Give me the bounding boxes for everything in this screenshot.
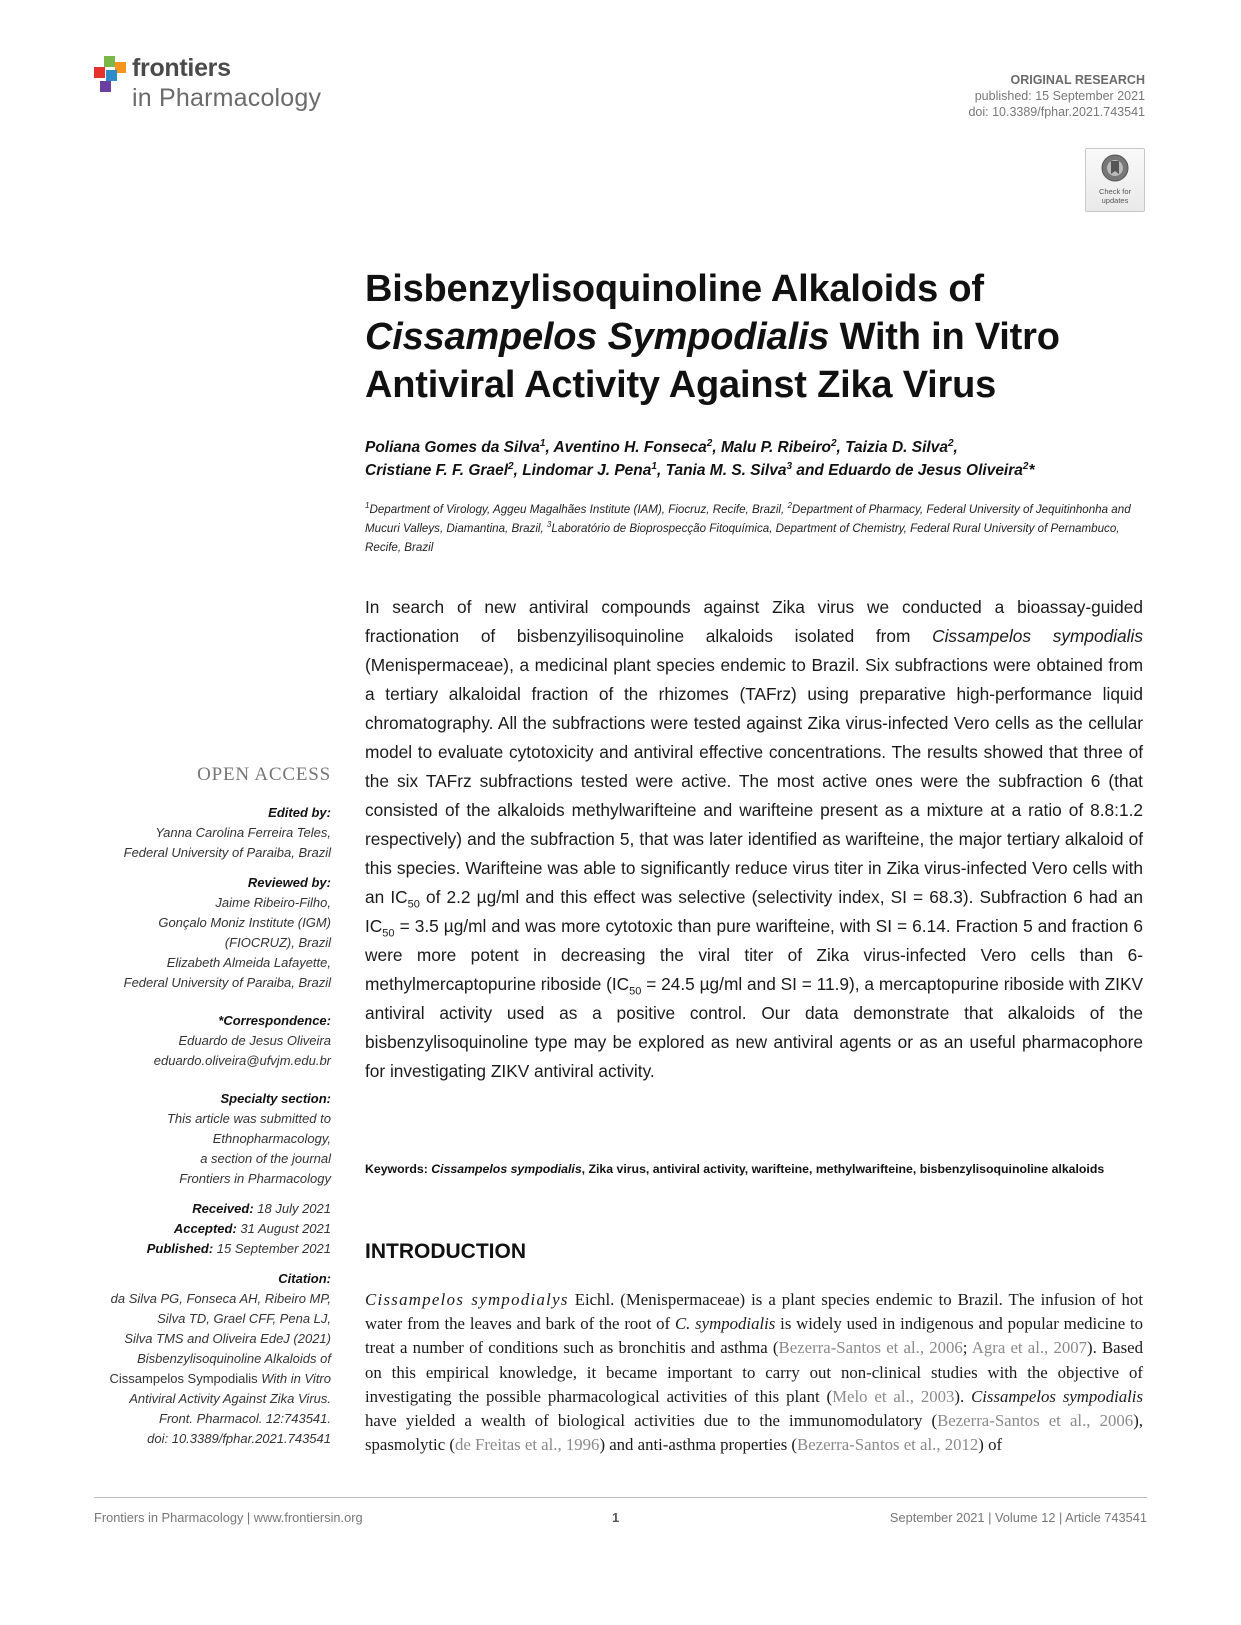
footer-divider xyxy=(94,1497,1147,1498)
reference-link[interactable]: de Freitas et al., 1996 xyxy=(454,1435,600,1455)
affiliations xyxy=(365,500,1155,557)
author[interactable]: Poliana Gomes da Silva xyxy=(365,439,540,456)
citation-label: Citation: xyxy=(278,1271,331,1286)
specialty-label: Specialty section: xyxy=(220,1091,331,1106)
open-access-label: OPEN ACCESS xyxy=(197,764,331,785)
author[interactable]: Lindomar J. Pena xyxy=(522,462,652,479)
intro-text: Eichl. (Menispermaceae) is a plant species endemic to Brazil. The infusion of hot water from the leaves and bark of the root of xyxy=(365,1290,1143,1334)
author[interactable]: Malu P. Ribeiro xyxy=(720,439,831,456)
author[interactable]: Taizia D. Silva xyxy=(845,439,948,456)
abstract-text: = 3.5 µg/ml and was more cytotoxic than pure warifteine, with SI = 6.14. Fraction 5 and fraction 6 were more potent in decreasing the viral titer of Zika virus-infected Vero cells than 6-methylmercaptopurine riboside (IC xyxy=(365,916,1143,994)
correspondence xyxy=(71,1011,331,1071)
intro-text: ). Based on this empirical knowledge, it became important to carry out non-clinical studies with the objective of investigating the possible pharmacological activities of this plant ( xyxy=(365,1338,1143,1406)
author-affiliation-mark: 1 xyxy=(651,460,657,472)
intro-species: Cissampelos sympodialis xyxy=(971,1386,1143,1406)
citation-line: Antiviral Activity Against Zika Virus. xyxy=(129,1391,331,1406)
footer-journal[interactable]: Frontiers in Pharmacology | www.frontiersin.org xyxy=(94,1510,363,1525)
reviewer-affiliation: Gonçalo Moniz Institute (IGM) xyxy=(158,915,331,930)
affiliation-number: 1 xyxy=(365,501,370,511)
intro-text: have yielded a wealth of biological activities due to the immunomodulatory ( xyxy=(365,1411,938,1431)
citation-line: Silva TD, Grael CFF, Pena LJ, xyxy=(157,1311,331,1326)
keywords xyxy=(365,1160,1143,1179)
author-separator: , xyxy=(513,462,523,479)
editor-name: Yanna Carolina Ferreira Teles, xyxy=(155,825,331,840)
title-line-2 xyxy=(365,313,1155,361)
author-separator: , xyxy=(545,439,554,456)
author-affiliation-mark: 1 xyxy=(539,437,546,449)
citation xyxy=(71,1269,331,1449)
title-line-3: Antiviral Activity Against Zika Virus xyxy=(365,364,997,406)
editor-affiliation: Federal University of Paraiba, Brazil xyxy=(123,845,331,860)
doi[interactable]: doi: 10.3389/fphar.2021.743541 xyxy=(968,105,1145,119)
journal-name: in Pharmacology xyxy=(132,84,322,112)
article-type: ORIGINAL RESEARCH xyxy=(1010,73,1145,87)
intro-species: C. sympodialis xyxy=(674,1314,776,1334)
reviewer-affiliation: (FIOCRUZ), Brazil xyxy=(224,935,331,950)
intro-text: ) and anti-asthma properties ( xyxy=(599,1435,798,1455)
published-label: Published: xyxy=(146,1241,214,1256)
author-separator: , xyxy=(953,439,958,456)
footer-issue: September 2021 | Volume 12 | Article 743541 xyxy=(889,1510,1147,1525)
author-separator: , xyxy=(836,439,846,456)
specialty-text: Ethnopharmacology, xyxy=(212,1131,331,1146)
published-date-side xyxy=(71,1239,331,1259)
received-date xyxy=(71,1199,331,1219)
accepted-label: Accepted: xyxy=(173,1221,237,1236)
author-separator: , xyxy=(712,439,721,456)
bookmark-check-icon xyxy=(1101,154,1129,182)
correspondence-name: Eduardo de Jesus Oliveira xyxy=(178,1033,331,1048)
keyword-species: Cissampelos sympodialis xyxy=(431,1162,582,1176)
correspondence-label: *Correspondence: xyxy=(218,1013,331,1028)
subscript: 50 xyxy=(629,985,642,998)
citation-line: Bisbenzylisoquinoline Alkaloids of xyxy=(137,1351,331,1366)
reference-link[interactable]: Bezerra-Santos et al., 2006 xyxy=(937,1411,1134,1431)
reference-link[interactable]: Agra et al., 2007 xyxy=(971,1338,1088,1358)
author-affiliation-mark: 2 xyxy=(1022,460,1029,472)
correspondence-email[interactable]: eduardo.oliveira@ufvjm.edu.br xyxy=(153,1053,331,1068)
published-date: published: 15 September 2021 xyxy=(974,89,1145,103)
keywords-list: , Zika virus, antiviral activity, warifteine, methylwarifteine, bisbenzylisoquinoline alkaloids xyxy=(581,1162,1105,1176)
intro-text: ; xyxy=(962,1338,972,1358)
edited-by-label: Edited by: xyxy=(268,805,331,820)
page-number: 1 xyxy=(612,1510,620,1525)
citation-line xyxy=(71,1369,331,1389)
citation-line: da Silva PG, Fonseca AH, Ribeiro MP, xyxy=(110,1291,331,1306)
abstract xyxy=(365,593,1143,1086)
affiliation-text: Department of Virology, Aggeu Magalhães Institute (IAM), Fiocruz, Recife, Brazil, xyxy=(369,503,788,516)
specialty-text: This article was submitted to xyxy=(166,1111,331,1126)
article-sidebar xyxy=(71,765,331,1449)
frontiers-logo-icon xyxy=(94,56,128,94)
author[interactable]: Tania M. S. Silva xyxy=(665,462,787,479)
author-affiliation-mark: 2 xyxy=(706,437,713,449)
author[interactable]: Cristiane F. F. Grael xyxy=(365,462,508,479)
subscript: 50 xyxy=(407,898,420,911)
citation-species: Cissampelos Sympodialis xyxy=(109,1371,258,1386)
abstract-text: of 2.2 µg/ml and this effect was selective (selectivity index, SI = 68.3). Subfraction 6 had an IC xyxy=(365,887,1143,936)
intro-text: ) of xyxy=(978,1435,1003,1455)
affiliation-text: Department of Pharmacy, Federal University of Jequitinhonha and Mucuri Valleys, Diamantina, Brazil, xyxy=(365,503,1131,535)
author-affiliation-mark: 2 xyxy=(508,460,514,472)
abstract-text: In search of new antiviral compounds against Zika virus we conducted a bioassay-guided fractionation of bisbenzyilisoquinoline alkaloids isolated from xyxy=(365,597,1143,646)
accepted-value: 31 August 2021 xyxy=(236,1221,331,1236)
check-updates-text-2: updates xyxy=(1101,196,1129,205)
title-line-1: Bisbenzylisoquinoline Alkaloids of xyxy=(365,268,984,310)
reviewer-name: Elizabeth Almeida Lafayette, xyxy=(166,955,331,970)
affiliation-number: 3 xyxy=(546,520,552,530)
intro-text: is widely used in indigenous and popular medicine to treat a number of conditions such as bronchitis and asthma ( xyxy=(365,1314,1144,1358)
abstract-species: Cissampelos sympodialis xyxy=(932,626,1143,646)
citation-line-rest: With in Vitro xyxy=(257,1371,331,1386)
check-for-updates-badge[interactable] xyxy=(1085,148,1145,212)
reference-link[interactable]: Bezerra-Santos et al., 2012 xyxy=(797,1435,979,1455)
reviewed-by-label: Reviewed by: xyxy=(247,875,331,890)
intro-species: Cissampelos sympodialys xyxy=(365,1290,569,1309)
title-species: Cissampelos Sympodialis xyxy=(365,316,830,358)
journal-logo xyxy=(94,52,364,124)
brand-name: frontiers xyxy=(132,54,231,82)
author-list xyxy=(365,436,1155,482)
specialty-section xyxy=(71,1089,331,1189)
title-line-2-rest: With in Vitro xyxy=(829,316,1060,358)
author-separator: , xyxy=(656,462,666,479)
specialty-text: a section of the journal xyxy=(200,1151,331,1166)
specialty-text: Frontiers in Pharmacology xyxy=(179,1171,331,1186)
published-value: 15 September 2021 xyxy=(213,1241,331,1256)
abstract-text: (Menispermaceae), a medicinal plant species endemic to Brazil. Six subfractions were obtained from a tertiary alkaloidal fraction of the rhizomes (TAFrz) using preparative high-performance liquid chromatography. All the subfractions were tested against Zika virus-infected Vero cells as the cellular model to evaluate cytotoxicity and antiviral effective concentrations. The results showed that three of the six TAFrz subfractions tested were active. The most active ones were the subfraction 6 (that consisted of the alkaloids methylwarifteine and warifteine present as a mixture at a ratio of 8.8:1.2 respectively) and the subfraction 5, that was later identified as warifteine, the major tertiary alkaloid of this species. Warifteine was able to significantly reduce virus titer in Zika virus-infected Vero cells with an IC xyxy=(365,655,1143,907)
edited-by xyxy=(71,803,331,863)
abstract-text: = 24.5 µg/ml and SI = 11.9), a mercaptopurine riboside with ZIKV antiviral activity used as a positive control. Our data demonstrate that alkaloids of the bisbenzylisoquinoline type may be explored as new antiviral agents or as an useful pharmacophore for investigating ZIKV antiviral activity. xyxy=(365,974,1143,1081)
citation-doi[interactable]: doi: 10.3389/fphar.2021.743541 xyxy=(147,1431,331,1446)
reviewed-by xyxy=(71,873,331,993)
author[interactable]: Eduardo de Jesus Oliveira xyxy=(828,462,1023,479)
intro-text: ), spasmolytic ( xyxy=(365,1411,1143,1455)
received-label: Received: xyxy=(192,1201,254,1216)
reference-link[interactable]: Bezerra-Santos et al., 2006 xyxy=(778,1338,963,1358)
article-title xyxy=(365,265,1155,409)
introduction-body xyxy=(365,1288,1143,1457)
intro-text: ). xyxy=(954,1386,972,1406)
author-affiliation-mark: 2 xyxy=(947,437,954,449)
reviewer-affiliation: Federal University of Paraiba, Brazil xyxy=(123,975,331,990)
check-updates-text-1: Check for xyxy=(1098,187,1132,196)
subscript: 50 xyxy=(382,927,395,940)
article-header xyxy=(968,72,1145,120)
received-value: 18 July 2021 xyxy=(253,1201,331,1216)
corresponding-author-mark: * xyxy=(1028,462,1035,479)
author[interactable]: Aventino H. Fonseca xyxy=(553,439,707,456)
citation-line: Front. Pharmacol. 12:743541. xyxy=(159,1411,331,1426)
section-heading: INTRODUCTION xyxy=(365,1240,526,1263)
author-affiliation-mark: 2 xyxy=(830,437,837,449)
reference-link[interactable]: Melo et al., 2003 xyxy=(832,1386,955,1406)
reviewer-name: Jaime Ribeiro-Filho, xyxy=(215,895,331,910)
accepted-date xyxy=(71,1219,331,1239)
article-dates xyxy=(71,1199,331,1259)
author-affiliation-mark: 3 xyxy=(786,460,793,472)
affiliation-number: 2 xyxy=(787,501,792,511)
citation-line: Silva TMS and Oliveira EdeJ (2021) xyxy=(124,1331,331,1346)
affiliation-text: Laboratório de Bioprospecção Fitoquímica, Department of Chemistry, Federal Rural University of Pernambuco, Recife, Brazil xyxy=(365,522,1120,554)
keywords-label: Keywords: xyxy=(365,1162,432,1176)
author-separator: and xyxy=(792,462,829,479)
